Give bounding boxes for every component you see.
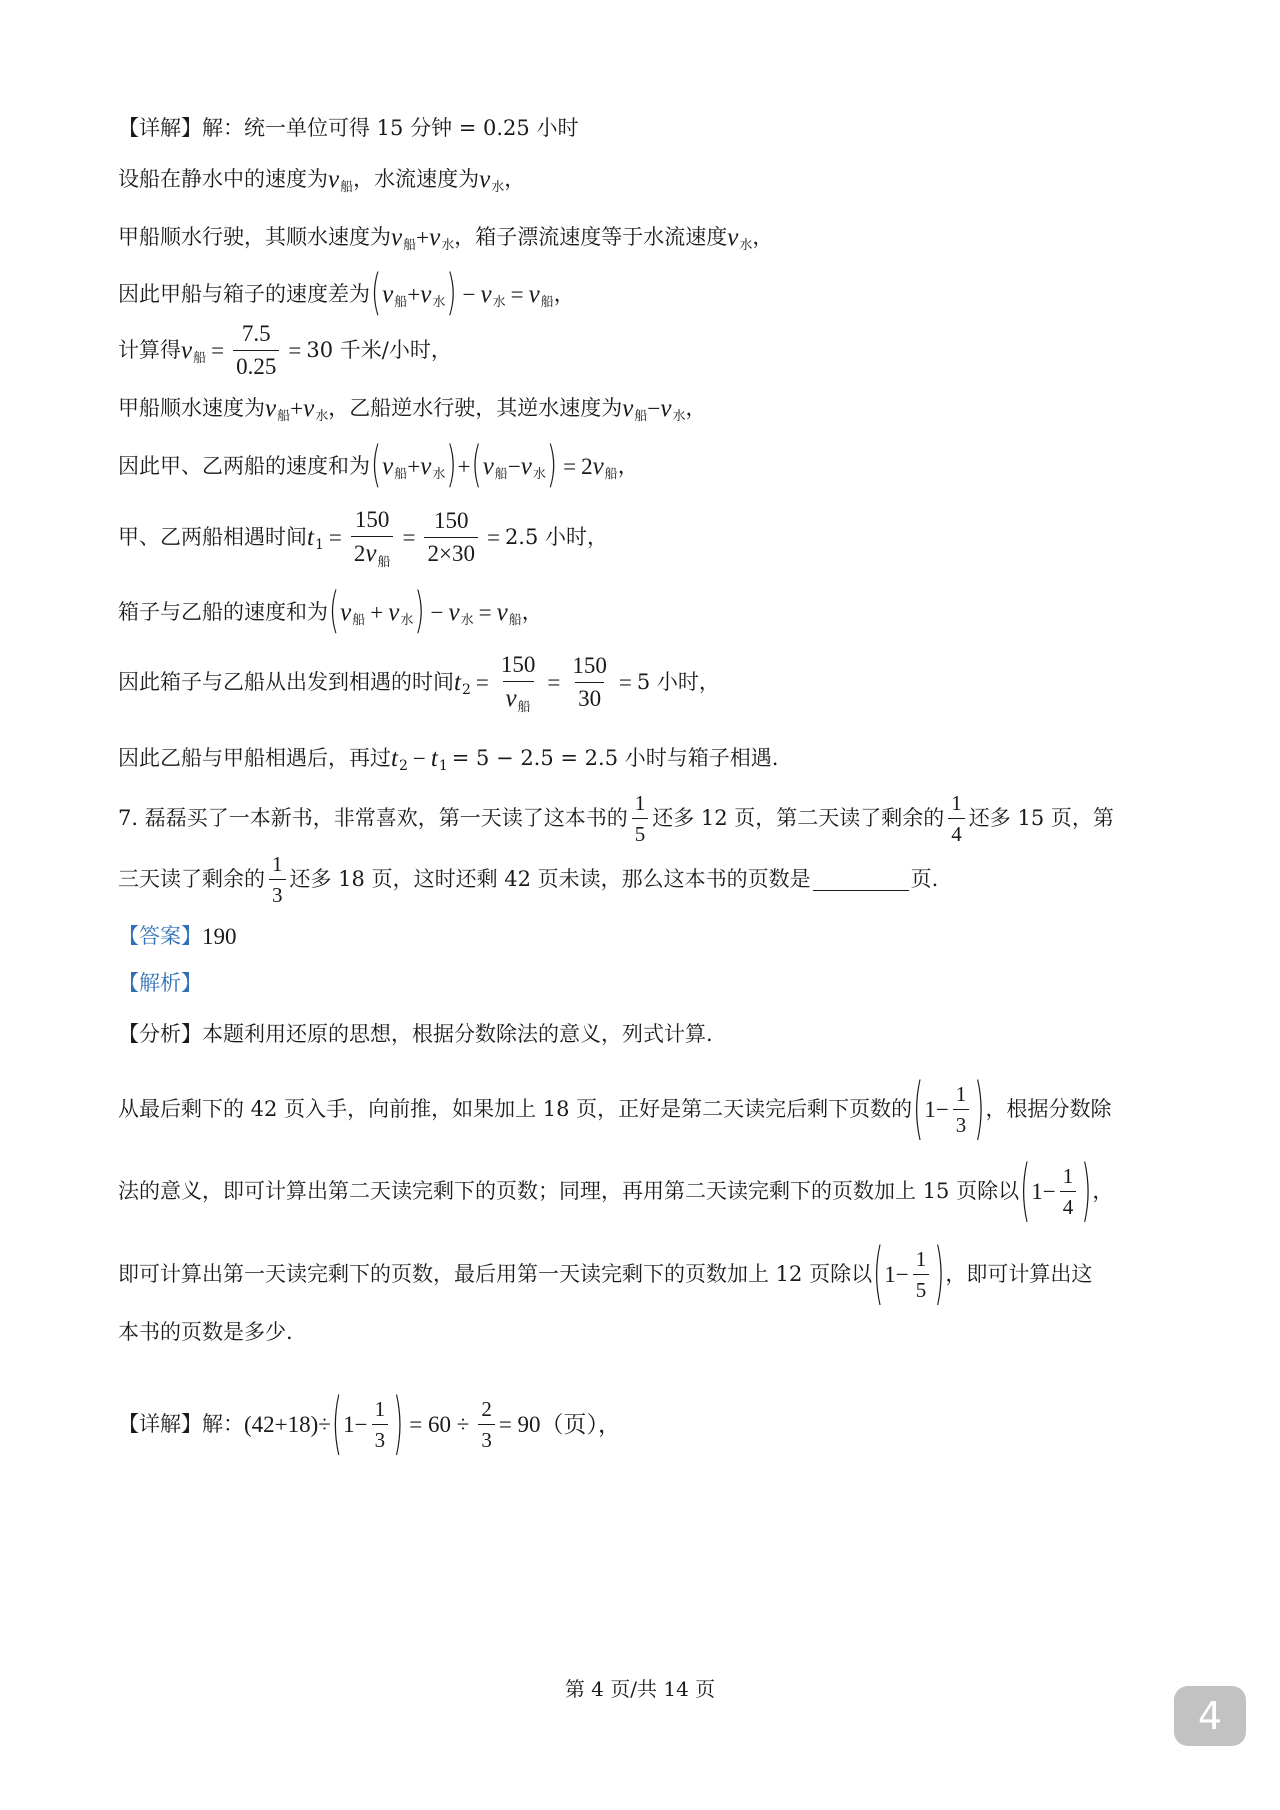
text: 甲船顺水速度为 xyxy=(118,396,265,420)
denominator: 3 xyxy=(478,1424,495,1451)
page-footer: 第 4 页/共 14 页 xyxy=(564,1677,716,1701)
denominator: 5 xyxy=(632,818,649,845)
equals: = xyxy=(402,525,416,551)
equals: = xyxy=(478,599,492,625)
subscript: 水 xyxy=(739,238,753,253)
unit-conversion-text: 解：统一单位可得 15 分钟 = 0.25 小时 xyxy=(202,116,579,140)
detail-line-2 xyxy=(118,166,1210,195)
var-v: v xyxy=(448,598,460,626)
numerator: 150 xyxy=(354,507,390,532)
fenxi-line xyxy=(118,1024,1210,1045)
var-v: v xyxy=(382,280,394,308)
numerator: 1 xyxy=(272,852,283,876)
operator: − xyxy=(412,746,426,771)
subscript: 船 xyxy=(540,294,554,310)
text: ， xyxy=(553,281,575,306)
operator: + xyxy=(457,453,471,479)
text: 法的意义，即可计算出第二天读完剩下的页数；同理，再用第二天读完剩下的页数加上 15 页除以 xyxy=(118,1179,1020,1204)
fenxi-text: 本题利用还原的思想，根据分数除法的意义，列式计算. xyxy=(202,1022,713,1046)
var-v: v xyxy=(420,452,432,480)
detail-line-10 xyxy=(118,652,1210,715)
question-text: 还多 15 页，第 xyxy=(968,806,1114,831)
var-t: t xyxy=(391,745,398,772)
subscript: 水 xyxy=(432,466,446,482)
var-v: v xyxy=(660,395,672,422)
var-v: v xyxy=(181,337,193,365)
text: 2.5 小时， xyxy=(504,525,609,550)
subscript: 2 xyxy=(461,681,471,698)
coefficient: 2 xyxy=(581,453,593,479)
question-7-line-1 xyxy=(118,792,1210,845)
question-7-line-2 xyxy=(118,853,1210,906)
denominator: 3 xyxy=(269,879,286,906)
var-v: v xyxy=(340,598,352,626)
numerator: 2 xyxy=(481,1397,492,1421)
operator: − xyxy=(462,281,476,307)
detail-label: 【详解】 xyxy=(118,116,202,140)
subscript: 船 xyxy=(277,409,291,424)
subscript: 船 xyxy=(508,612,522,628)
var-v: v xyxy=(505,685,517,713)
denominator: 30 xyxy=(575,682,604,711)
final-detail-line xyxy=(118,1385,1210,1464)
numerator: 1 xyxy=(1062,1164,1074,1188)
subscript: 船 xyxy=(634,409,648,424)
analysis-line-4 xyxy=(118,1322,1210,1343)
analysis-line-2 xyxy=(118,1152,1210,1231)
var-v: v xyxy=(365,540,377,568)
fraction xyxy=(498,652,539,715)
subscript: 水 xyxy=(315,409,329,424)
detail-line-8 xyxy=(118,507,1210,570)
right-paren: ) xyxy=(446,265,457,323)
fraction xyxy=(953,1083,970,1136)
var-v: v xyxy=(382,452,394,480)
text: ， xyxy=(685,396,707,420)
right-paren: ) xyxy=(393,1385,404,1464)
subscript: 船 xyxy=(494,466,508,482)
question-text: 三天读了剩余的 xyxy=(118,867,265,892)
var-v: v xyxy=(265,395,277,422)
detail-label: 【详解】 xyxy=(118,1412,202,1437)
var-v: v xyxy=(520,452,532,480)
numerator: 7.5 xyxy=(241,321,271,346)
equals: = xyxy=(563,453,577,479)
var-v: v xyxy=(420,280,432,308)
right-paren: ) xyxy=(414,583,425,641)
equals: = xyxy=(288,338,302,364)
text: ，即可计算出这 xyxy=(945,1262,1093,1287)
text: ， xyxy=(752,225,774,249)
text: ， xyxy=(617,453,639,478)
var-v: v xyxy=(388,598,400,626)
var-v: v xyxy=(328,166,340,193)
text: ，根据分数除 xyxy=(985,1097,1112,1122)
fraction xyxy=(569,654,610,711)
left-paren: ( xyxy=(1020,1152,1031,1231)
var-v: v xyxy=(528,280,540,308)
subscript: 水 xyxy=(432,294,446,310)
numerator: 150 xyxy=(500,652,536,677)
fraction xyxy=(632,792,649,845)
text: ，箱子漂流速度等于水流速度 xyxy=(454,225,728,249)
var-v: v xyxy=(303,395,315,422)
denominator xyxy=(351,536,394,570)
analysis-label: 【解析】 xyxy=(118,971,202,995)
right-paren: ) xyxy=(1081,1152,1092,1231)
text: ， xyxy=(504,167,526,191)
var-v: v xyxy=(429,224,441,251)
expression: (42+18)÷ xyxy=(244,1412,331,1438)
numerator: 1 xyxy=(915,1247,927,1271)
right-paren: ) xyxy=(546,437,558,495)
one-minus: 1− xyxy=(884,1262,909,1288)
fraction xyxy=(478,1398,495,1451)
left-paren: ( xyxy=(471,437,482,495)
text: 从最后剩下的 42 页入手，向前推，如果加上 18 页，正好是第二天读完后剩下页数的 xyxy=(118,1097,913,1122)
page-number-badge[interactable]: 4 xyxy=(1174,1686,1246,1746)
subscript: 水 xyxy=(491,180,505,195)
question-text: 还多 12 页，第二天读了剩余的 xyxy=(652,806,945,831)
denominator: 2×30 xyxy=(424,537,477,566)
equals: = xyxy=(510,281,524,307)
operator: + xyxy=(407,281,421,307)
one-minus: 1− xyxy=(1031,1179,1056,1205)
fraction xyxy=(948,792,965,845)
subscript: 船 xyxy=(352,612,366,628)
var-t: t xyxy=(307,524,314,552)
answer-value: 190 xyxy=(202,924,237,949)
var-v: v xyxy=(480,280,492,308)
subscript: 船 xyxy=(403,238,417,253)
text: ， xyxy=(1092,1179,1114,1204)
subscript: 船 xyxy=(517,699,531,715)
var-t: t xyxy=(430,745,438,772)
text: ， xyxy=(521,599,543,624)
subscript: 船 xyxy=(394,466,408,482)
denominator: 3 xyxy=(372,1424,389,1451)
subscript: 1 xyxy=(438,757,448,774)
text: 本书的页数是多少. xyxy=(118,1320,293,1344)
analysis-heading-line xyxy=(118,973,1210,994)
numerator: 150 xyxy=(572,653,607,679)
detail-line-4 xyxy=(118,265,1210,323)
var-v: v xyxy=(592,452,604,480)
subscript: 2 xyxy=(398,757,408,774)
subscript: 水 xyxy=(672,409,686,424)
one-minus: 1− xyxy=(343,1412,368,1438)
one-minus: 1− xyxy=(924,1097,949,1123)
subscript: 船 xyxy=(604,466,618,482)
equals: = xyxy=(486,525,500,551)
subscript: 船 xyxy=(377,554,391,570)
left-paren: ( xyxy=(329,583,340,641)
numerator: 1 xyxy=(374,1397,386,1421)
left-paren: ( xyxy=(331,1385,343,1464)
detail-line-6 xyxy=(118,395,1210,424)
answer-label: 【答案】 xyxy=(118,924,202,948)
analysis-line-3 xyxy=(118,1235,1210,1314)
answer-blank[interactable] xyxy=(813,868,909,891)
subscript: 船 xyxy=(340,180,354,195)
numerator: 1 xyxy=(634,791,646,815)
equals: = xyxy=(618,670,632,696)
detail-line-11 xyxy=(118,745,1210,774)
text: 甲、乙两船相遇时间 xyxy=(118,525,307,550)
denominator xyxy=(503,681,534,715)
var-v: v xyxy=(479,166,491,193)
left-paren: ( xyxy=(873,1235,884,1314)
detail-line-5 xyxy=(118,322,1210,379)
text: 解： xyxy=(202,1412,244,1437)
equals: = xyxy=(328,525,342,551)
var-v: v xyxy=(727,224,739,251)
answer-line xyxy=(118,925,1210,948)
text: 因此乙船与甲船相遇后，再过 xyxy=(118,746,391,770)
equals: = xyxy=(475,670,489,696)
fraction xyxy=(233,322,279,379)
fraction xyxy=(1060,1165,1077,1218)
denominator: 0.25 xyxy=(233,350,279,379)
detail-line-1 xyxy=(118,118,1210,139)
text: ，乙船逆水行驶，其逆水速度为 xyxy=(328,396,623,420)
left-paren: ( xyxy=(371,437,382,495)
result-text: = 90（页）， xyxy=(498,1412,622,1438)
text: 即可计算出第一天读完剩下的页数，最后用第一天读完剩下的页数加上 12 页除以 xyxy=(118,1262,873,1287)
operator: − xyxy=(507,453,521,479)
text: 因此甲、乙两船的速度和为 xyxy=(118,453,370,478)
fenxi-label: 【分析】 xyxy=(118,1022,202,1046)
left-paren: ( xyxy=(371,265,382,323)
denominator: 4 xyxy=(1060,1191,1077,1218)
subscript: 船 xyxy=(394,294,408,310)
var-v: v xyxy=(622,395,634,422)
fraction xyxy=(913,1248,930,1301)
subscript: 船 xyxy=(193,351,207,367)
text: 30 千米/小时， xyxy=(306,338,452,363)
subscript: 水 xyxy=(441,238,455,253)
fraction xyxy=(351,507,394,570)
text: = 5 − 2.5 = 2.5 小时与箱子相遇. xyxy=(451,746,779,770)
subscript: 水 xyxy=(400,612,414,628)
var-v: v xyxy=(391,224,403,251)
var-t: t xyxy=(454,669,461,697)
fraction xyxy=(372,1398,389,1451)
operator: + xyxy=(407,453,421,479)
numerator: 150 xyxy=(433,508,469,534)
right-paren: ) xyxy=(446,437,457,495)
var-v: v xyxy=(482,452,494,480)
subscript: 水 xyxy=(532,466,546,482)
operator: + xyxy=(416,225,430,250)
operator: + xyxy=(370,599,384,625)
text: ，水流速度为 xyxy=(353,167,480,191)
question-text: 页. xyxy=(910,867,939,892)
operator: + xyxy=(290,396,304,421)
numerator: 1 xyxy=(955,1082,967,1106)
equals: = xyxy=(547,670,561,696)
coefficient: 2 xyxy=(353,541,366,567)
right-paren: ) xyxy=(934,1235,945,1314)
detail-line-7 xyxy=(118,437,1210,495)
question-text: 还多 18 页，这时还剩 42 页未读，那么这本书的页数是 xyxy=(289,867,811,892)
denominator: 3 xyxy=(953,1109,970,1136)
equals: = xyxy=(211,338,225,364)
question-text: 7. 磊磊买了一本新书，非常喜欢，第一天读了这本书的 xyxy=(118,806,628,831)
operator: − xyxy=(647,396,661,421)
analysis-line-1 xyxy=(118,1070,1210,1149)
detail-line-9 xyxy=(118,583,1210,641)
text: 箱子与乙船的速度和为 xyxy=(118,599,328,624)
subscript: 水 xyxy=(460,612,474,628)
expression: = 60 ÷ xyxy=(409,1412,470,1438)
text: 设船在静水中的速度为 xyxy=(118,167,328,191)
operator: − xyxy=(430,599,444,625)
numerator: 1 xyxy=(951,791,962,815)
fraction xyxy=(424,509,477,566)
text: 因此箱子与乙船从出发到相遇的时间 xyxy=(118,670,454,695)
subscript: 1 xyxy=(314,536,324,553)
detail-line-3 xyxy=(118,224,1210,253)
fraction xyxy=(269,853,286,906)
text: 因此甲船与箱子的速度差为 xyxy=(118,281,370,306)
denominator: 5 xyxy=(913,1274,930,1301)
left-paren: ( xyxy=(913,1070,924,1149)
right-paren: ) xyxy=(974,1070,985,1149)
text: 甲船顺水行驶，其顺水速度为 xyxy=(118,225,391,249)
var-v: v xyxy=(496,598,508,626)
denominator: 4 xyxy=(948,818,965,845)
text: 5 小时， xyxy=(636,670,720,695)
text: 计算得 xyxy=(118,338,181,363)
subscript: 水 xyxy=(492,294,506,310)
